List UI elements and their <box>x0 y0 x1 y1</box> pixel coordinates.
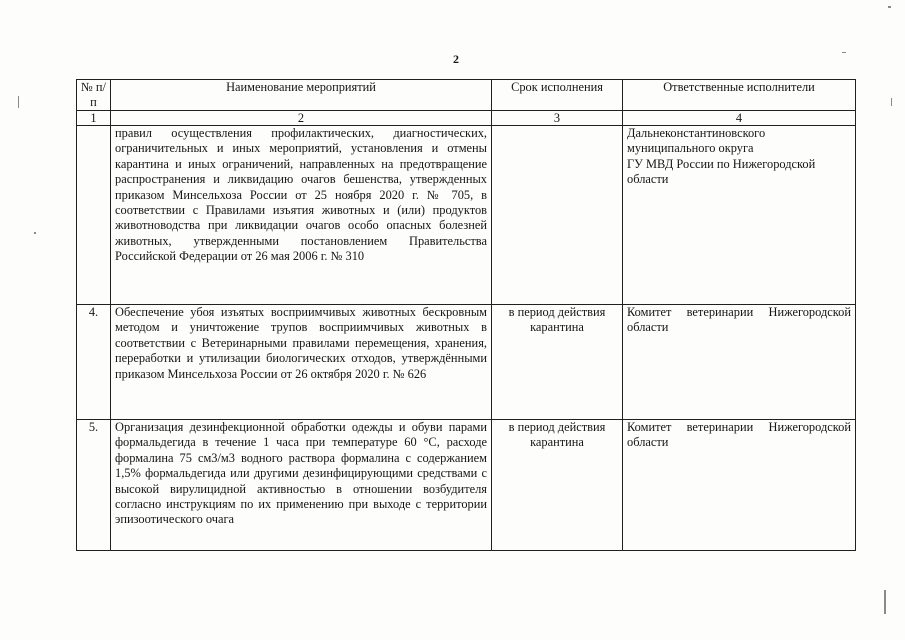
measure-responsible <box>623 126 856 305</box>
table-row <box>77 305 856 420</box>
column-number-row <box>77 111 856 126</box>
measures-table <box>76 79 856 551</box>
measure-name: правил осуществления профилактических, диагностических, ограничительных и иных мероприятий, установления и отмены карантина и иных ограничений, направленных на предотвращение распространения и ликвидацию очагов бешенства, утвержденных приказом Минсельхоза России от 25 ноября 2020 г. № 705, в соответствии с Правилами изъятия животных и (или) продуктов животноводства при ликвидации очагов особо опасных болезней животных, утвержденными постановлением Правительства Российской Федерации от 26 мая 2006 г. № 310 <box>111 126 492 305</box>
measure-term <box>492 126 623 305</box>
measure-responsible <box>623 420 856 551</box>
row-number <box>77 126 111 305</box>
header-name: Наименование мероприятий <box>111 80 492 111</box>
scan-artifact <box>888 6 891 8</box>
responsible-line: Дальнеконстантиновского муниципального округа <box>627 126 766 156</box>
scan-artifact <box>18 96 19 108</box>
scan-artifact <box>34 232 36 234</box>
measure-responsible <box>623 305 856 420</box>
responsible-line: Комитет ветеринарии Нижегородской области <box>627 305 851 335</box>
header-term: Срок исполнения <box>492 80 623 111</box>
header-num: № п/п <box>77 80 111 111</box>
measure-term: в период действия карантина <box>492 420 623 551</box>
scan-artifact <box>891 98 892 106</box>
scan-artifact <box>884 590 886 614</box>
header-responsible: Ответственные исполнители <box>623 80 856 111</box>
responsible-line: ГУ МВД России по Нижегородской области <box>627 156 816 187</box>
responsible-line: Комитет ветеринарии Нижегородской области <box>627 420 851 450</box>
row-number: 4. <box>77 305 111 420</box>
table-header-row <box>77 80 856 111</box>
table-row <box>77 126 856 305</box>
table-row <box>77 420 856 551</box>
scan-artifact <box>842 52 846 53</box>
measure-term: в период действия карантина <box>492 305 623 420</box>
column-number: 3 <box>492 111 623 126</box>
measure-name: Обеспечение убоя изъятых восприимчивых животных бескровным методом и уничтожение трупов восприимчивых животных в соответствии с Ветеринарными правилами перемещения, хранения, переработки и утилизации биологических отходов, утверждёнными приказом Минсельхоза России от 26 октября 2020 г. № 626 <box>111 305 492 420</box>
column-number: 4 <box>623 111 856 126</box>
column-number: 1 <box>77 111 111 126</box>
column-number: 2 <box>111 111 492 126</box>
row-number: 5. <box>77 420 111 551</box>
page-number: 2 <box>453 52 459 66</box>
measure-name: Организация дезинфекционной обработки одежды и обуви парами формальдегида в течение 1 часа при температуре 60 °С, расходе формалина 75 см3/м3 водного раствора формалина с содержанием 1,5% формальдегида или другими дезинфицирующими средствами с высокой вирулицидной активностью в отношении возбудителя согласно инструкциям по их применению при выходе с территории эпизоотического очага <box>111 420 492 551</box>
